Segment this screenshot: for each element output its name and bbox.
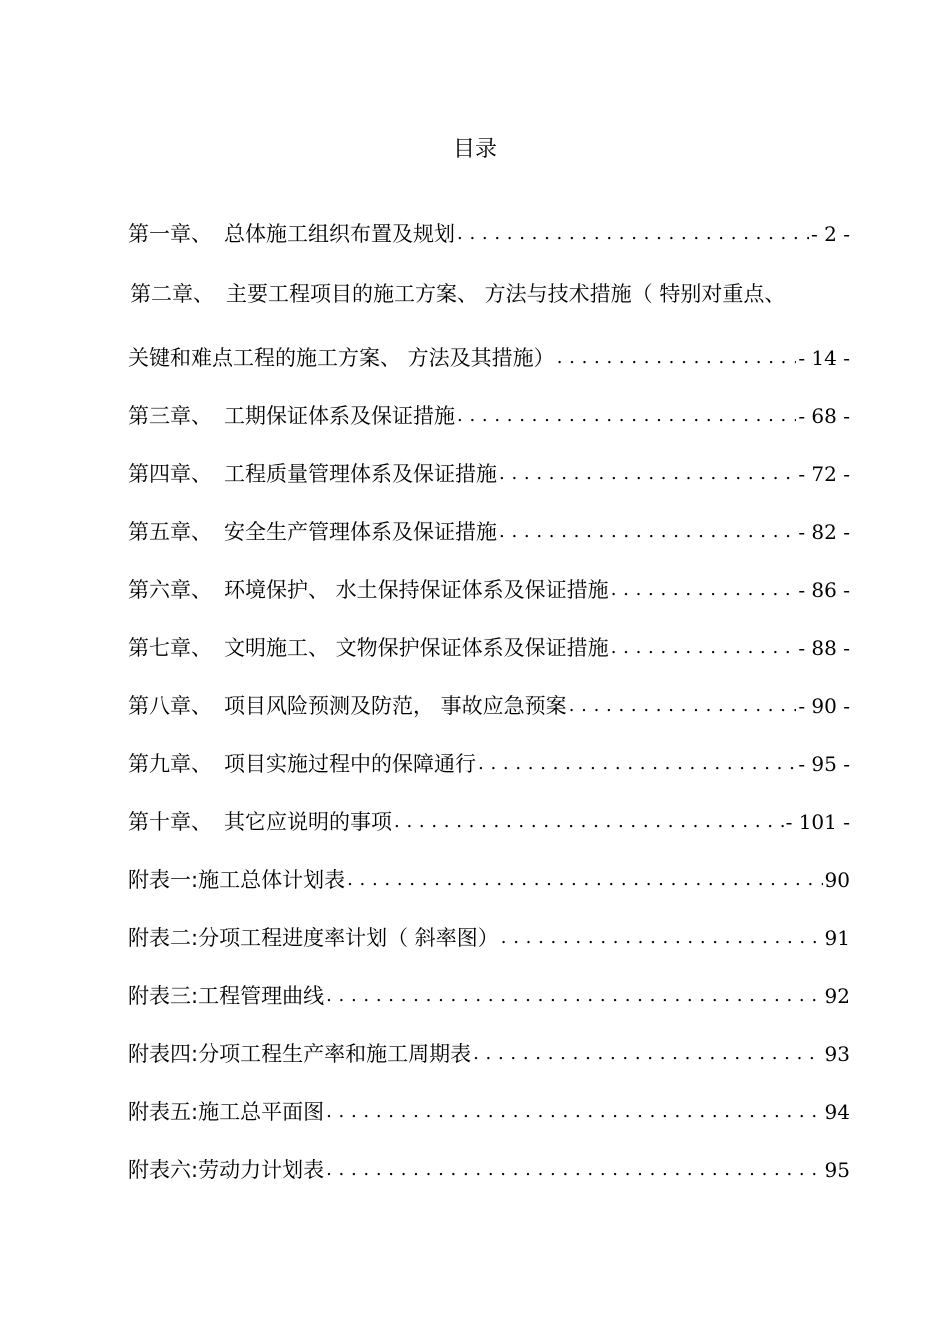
dot-leader <box>611 632 797 664</box>
dot-leader <box>473 1038 822 1070</box>
dot-leader <box>611 574 797 606</box>
toc-label: 第三章、 <box>128 404 212 428</box>
dot-leader <box>326 1096 822 1128</box>
toc-page-number: - 88 - <box>798 636 850 660</box>
toc-page-number: - 90 - <box>798 694 850 718</box>
toc-entry[interactable] <box>128 864 850 896</box>
toc-label: 第五章、 <box>128 520 212 544</box>
toc-entry[interactable] <box>128 400 850 432</box>
toc-label: 第二章、 <box>130 282 214 306</box>
toc-label: 第九章、 <box>128 752 212 776</box>
toc-entry-line2[interactable] <box>128 342 850 374</box>
toc-page-number: - 101 - <box>785 810 850 834</box>
toc-entry[interactable] <box>128 1154 850 1186</box>
toc-text: 关键和难点工程的施工方案、 方法及其措施） <box>128 346 555 370</box>
toc-page-number: 91 <box>824 926 850 950</box>
toc-entry[interactable] <box>128 806 850 838</box>
toc-entry[interactable] <box>128 690 850 722</box>
dot-leader <box>478 748 796 780</box>
toc-page-number: 93 <box>824 1042 850 1066</box>
toc-label: 附表三: <box>128 984 199 1008</box>
dot-leader <box>457 218 809 250</box>
toc-text: 工程质量管理体系及保证措施 <box>224 462 497 486</box>
toc-text: 项目风险预测及防范， 事故应急预案 <box>224 694 567 718</box>
toc-page-number: - 2 - <box>811 222 850 246</box>
toc-text: 安全生产管理体系及保证措施 <box>224 520 497 544</box>
toc-page-number: - 86 - <box>798 578 850 602</box>
dot-leader <box>347 864 822 896</box>
toc-label: 附表六: <box>128 1158 199 1182</box>
toc-page-number: 95 <box>824 1158 850 1182</box>
toc-entry[interactable] <box>128 632 850 664</box>
dot-leader <box>457 400 796 432</box>
toc-text: 主要工程项目的施工方案、 方法与技术措施（ 特别对重点、 <box>226 282 786 306</box>
dot-leader <box>499 516 796 548</box>
toc-text: 项目实施过程中的保障通行 <box>224 752 476 776</box>
toc-page-number: - 82 - <box>798 520 850 544</box>
toc-entry[interactable] <box>128 1038 850 1070</box>
toc-text: 工期保证体系及保证措施 <box>224 404 455 428</box>
toc-page-number: 90 <box>824 868 850 892</box>
toc-label: 第四章、 <box>128 462 212 486</box>
toc-label: 第七章、 <box>128 636 212 660</box>
toc-page-number: - 95 - <box>798 752 850 776</box>
toc-entry-line1[interactable] <box>130 278 785 310</box>
toc-label: 第八章、 <box>128 694 212 718</box>
toc-page-number: 94 <box>824 1100 850 1124</box>
toc-text: 工程管理曲线 <box>198 984 325 1008</box>
toc-text: 施工总体计划表 <box>198 868 346 892</box>
toc-entry[interactable] <box>128 980 850 1012</box>
toc-text: 劳动力计划表 <box>198 1158 325 1182</box>
toc-entry[interactable] <box>128 516 850 548</box>
toc-label: 附表二: <box>128 926 199 950</box>
dot-leader <box>499 458 796 490</box>
toc-label: 附表四: <box>128 1042 199 1066</box>
toc-entry[interactable] <box>128 458 850 490</box>
dot-leader <box>326 1154 822 1186</box>
toc-text: 文明施工、 文物保护保证体系及保证措施 <box>224 636 609 660</box>
toc-label: 第六章、 <box>128 578 212 602</box>
toc-label: 附表五: <box>128 1100 199 1124</box>
dot-leader <box>326 980 822 1012</box>
dot-leader <box>557 342 797 374</box>
toc-label: 第一章、 <box>128 222 212 246</box>
toc-text: 施工总平面图 <box>198 1100 325 1124</box>
toc-page-number: - 14 - <box>798 346 850 370</box>
toc-page-number: - 68 - <box>798 404 850 428</box>
page-title: 目录 <box>452 137 497 162</box>
toc-text: 总体施工组织布置及规划 <box>224 222 455 246</box>
toc-text: 分项工程进度率计划（ 斜率图） <box>198 926 499 950</box>
toc-entry[interactable] <box>128 574 850 606</box>
toc-entry[interactable] <box>128 1096 850 1128</box>
dot-leader <box>569 690 797 722</box>
toc-text: 分项工程生产率和施工周期表 <box>198 1042 472 1066</box>
toc-page-number: 92 <box>824 984 850 1008</box>
toc-entry[interactable] <box>128 748 850 780</box>
toc-text: 环境保护、 水土保持保证体系及保证措施 <box>224 578 609 602</box>
toc-entry[interactable] <box>128 218 850 250</box>
toc-entry[interactable] <box>128 922 850 954</box>
toc-label: 第十章、 <box>128 810 212 834</box>
dot-leader <box>501 922 823 954</box>
toc-page-number: - 72 - <box>798 462 850 486</box>
toc-text: 其它应说明的事项 <box>224 810 392 834</box>
toc-label: 附表一: <box>128 868 199 892</box>
dot-leader <box>394 806 784 838</box>
